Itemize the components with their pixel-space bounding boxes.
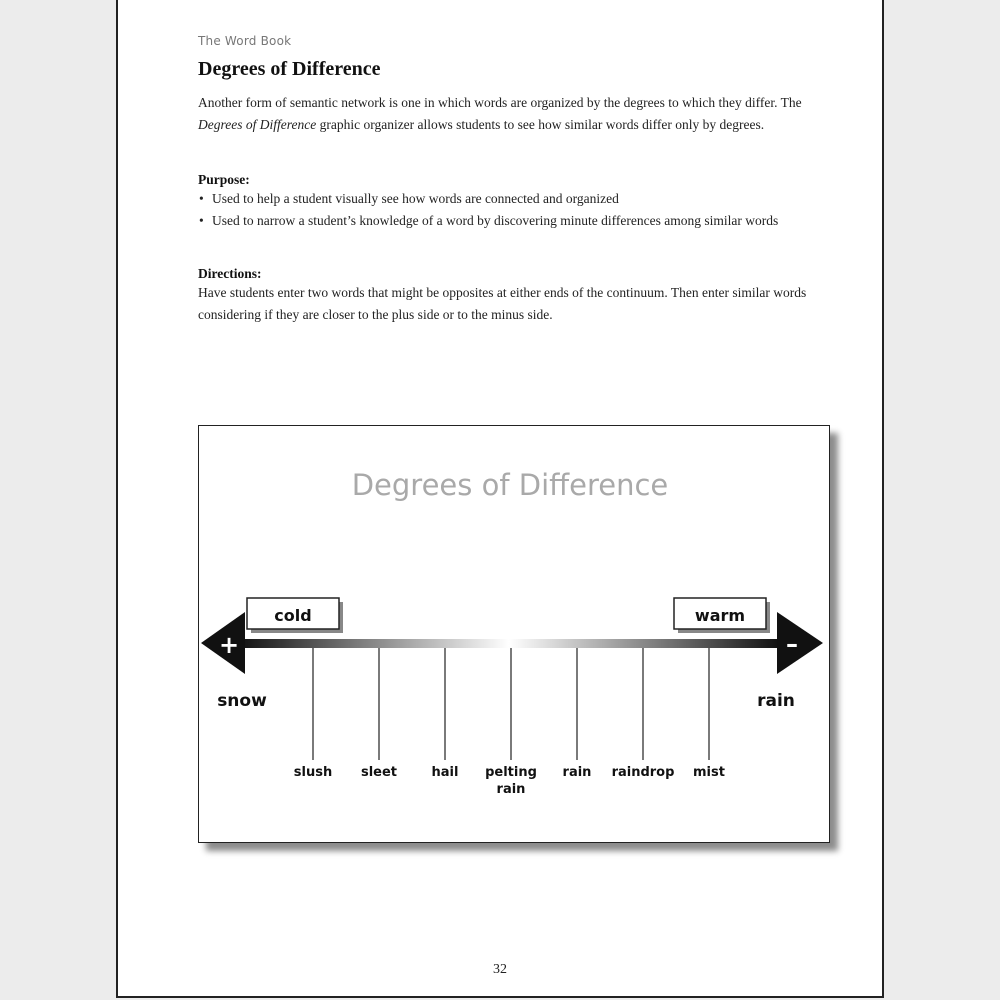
intro-italic-title: Degrees of Difference: [198, 117, 317, 132]
degree-word: mist: [693, 765, 725, 780]
purpose-section: [198, 172, 810, 232]
organizer-diagram: [199, 426, 831, 844]
degree-word: hail: [431, 765, 459, 780]
purpose-item: • Used to narrow a student’s knowledge of a word by discovering minute differences among similar words: [198, 210, 810, 232]
graphic-organizer: [198, 425, 830, 843]
purpose-list: [198, 188, 810, 232]
right-end-word: rain: [757, 691, 795, 711]
book-page: [116, 0, 884, 998]
degree-word: slush: [293, 765, 333, 780]
degree-word: pelting: [485, 765, 537, 780]
cold-label: cold: [274, 606, 312, 625]
organizer-title: Degrees of Difference: [351, 468, 669, 502]
page-number: 32: [493, 962, 507, 977]
intro-text-end: graphic organizer allows students to see how similar words differ only by degrees.: [316, 117, 765, 132]
degree-word: raindrop: [611, 765, 675, 780]
section-heading: Degrees of Difference: [198, 58, 381, 80]
directions-text: Have students enter two words that might be opposites at either ends of the continuum. Then enter similar words considering if they are closer to the plus side or to the minus side.: [198, 285, 807, 322]
running-head: The Word Book: [198, 34, 292, 48]
intro-text-start: Another form of semantic network is one in which words are organized by the degrees to which they differ. The: [198, 95, 802, 110]
right-arrow-head: [777, 612, 823, 674]
degree-word: sleet: [360, 765, 398, 780]
purpose-label: Purpose:: [198, 172, 250, 187]
directions-label: Directions:: [198, 266, 262, 281]
warm-label: warm: [694, 606, 746, 625]
tick-group: [294, 648, 725, 797]
degree-word: rain: [496, 782, 526, 797]
left-end-word: snow: [217, 691, 267, 711]
directions-section: [198, 266, 810, 326]
purpose-item: • Used to help a student visually see how words are connected and organized: [198, 188, 810, 210]
degree-word: rain: [562, 765, 592, 780]
intro-paragraph: [198, 92, 810, 136]
minus-sign: –: [786, 630, 798, 658]
plus-sign: +: [218, 631, 240, 659]
continuum-bar: [239, 639, 779, 648]
